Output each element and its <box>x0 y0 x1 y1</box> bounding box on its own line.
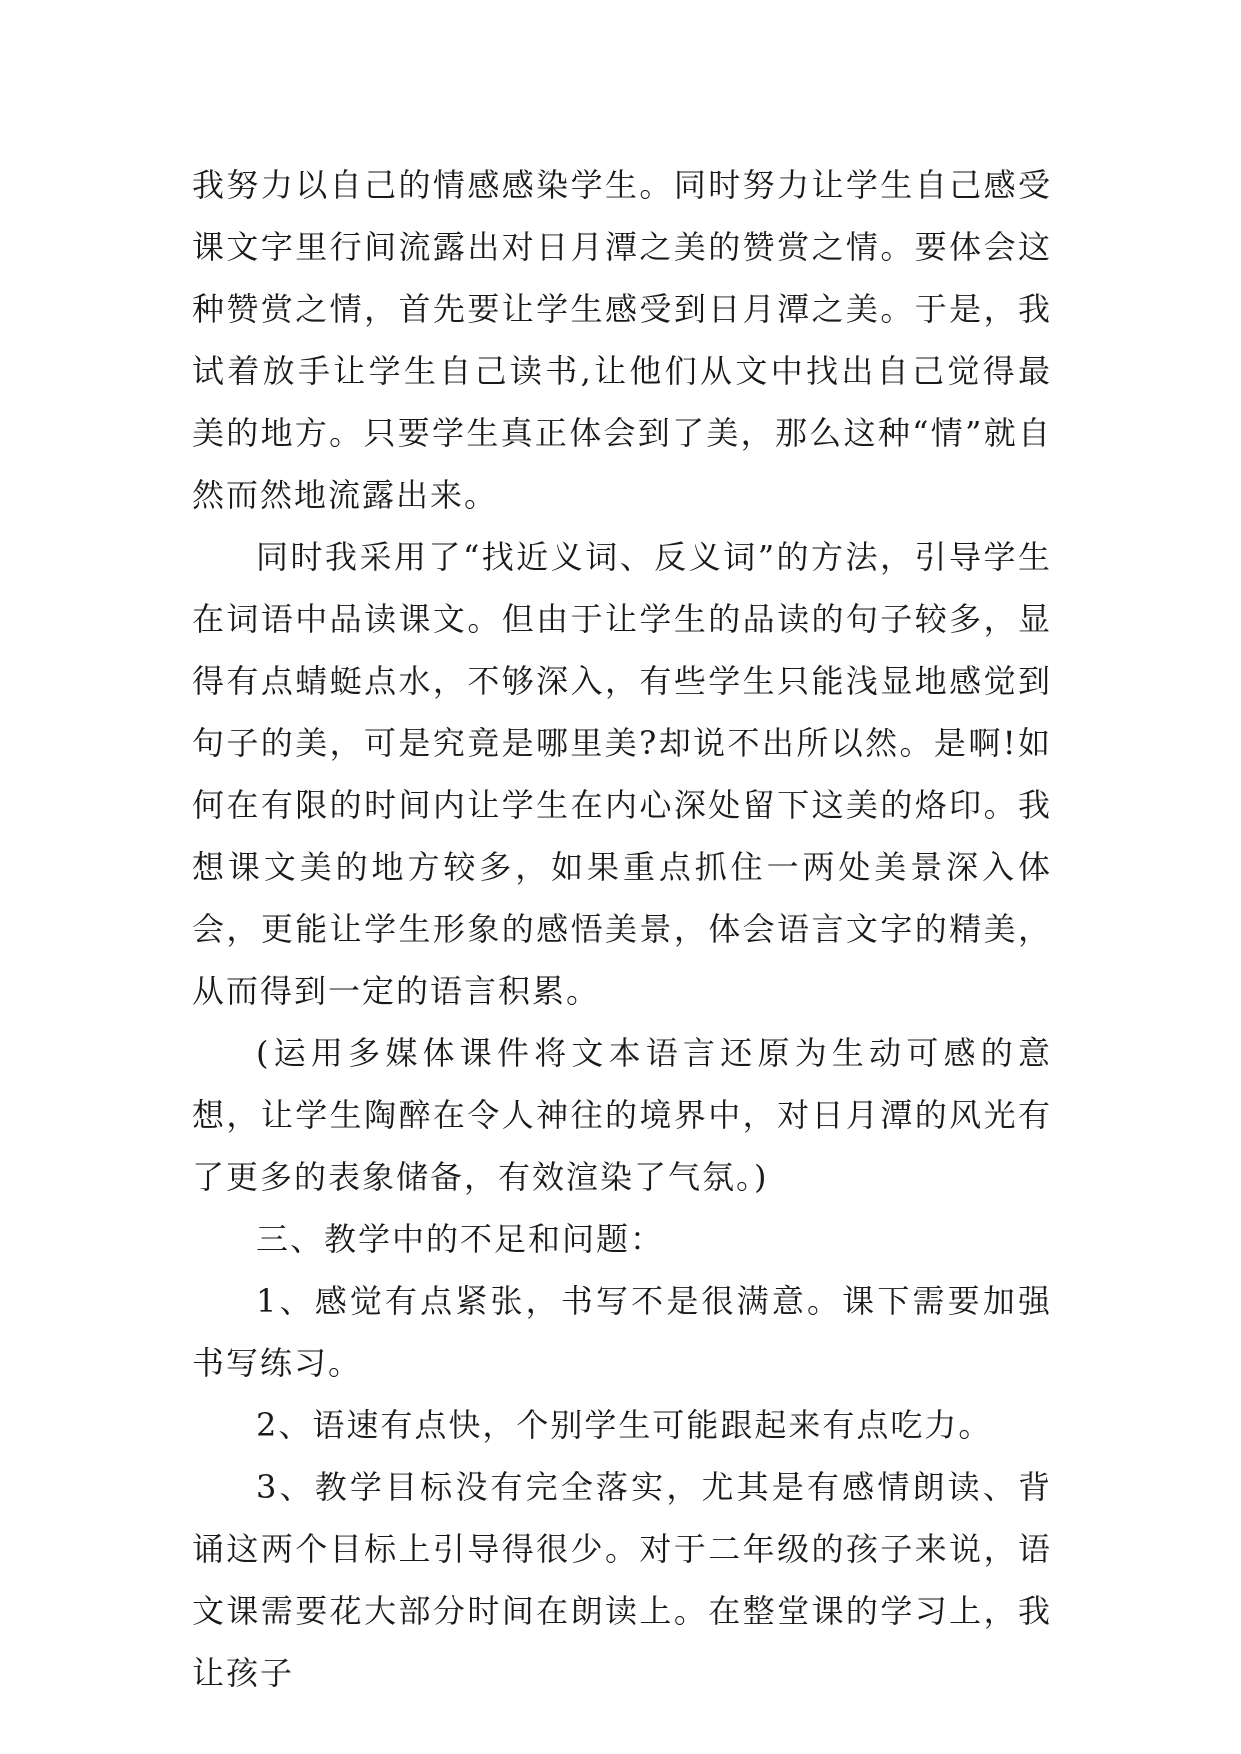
paragraph-2: 同时我采用了“找近义词、反义词”的方法，引导学生在词语中品读课文。但由于让学生的品读的句子较多，显得有点蜻蜓点水，不够深入，有些学生只能浅显地感觉到句子的美，可是究竟是哪里美?却说不出所以然。是啊!如何在有限的时间内让学生在内心深处留下这美的烙印。我想课文美的地方较多，如果重点抓住一两处美景深入体会，更能让学生形象的感悟美景，体会语言文字的精美，从而得到一定的语言积累。 <box>192 538 1052 1010</box>
list-item-1: 1、感觉有点紧张，书写不是很满意。课下需要加强书写练习。 <box>192 1282 1052 1382</box>
paragraph-3: (运用多媒体课件将文本语言还原为生动可感的意想，让学生陶醉在令人神往的境界中，对日月潭的风光有了更多的表象储备，有效渲染了气氛。) <box>192 1034 1052 1196</box>
section-heading: 三、教学中的不足和问题： <box>256 1220 665 1258</box>
list-item-2: 2、语速有点快，个别学生可能跟起来有点吃力。 <box>256 1406 993 1444</box>
document-body <box>192 154 1052 1704</box>
list-item-3: 3、教学目标没有完全落实，尤其是有感情朗读、背诵这两个目标上引导得很少。对于二年级的孩子来说，语文课需要花大部分时间在朗读上。在整堂课的学习上，我让孩子 <box>192 1468 1052 1692</box>
paragraph-1: 我努力以自己的情感感染学生。同时努力让学生自己感受课文字里行间流露出对日月潭之美的赞赏之情。要体会这种赞赏之情，首先要让学生感受到日月潭之美。于是，我试着放手让学生自己读书,让他们从文中找出自己觉得最美的地方。只要学生真正体会到了美，那么这种“情”就自然而然地流露出来。 <box>192 166 1052 514</box>
